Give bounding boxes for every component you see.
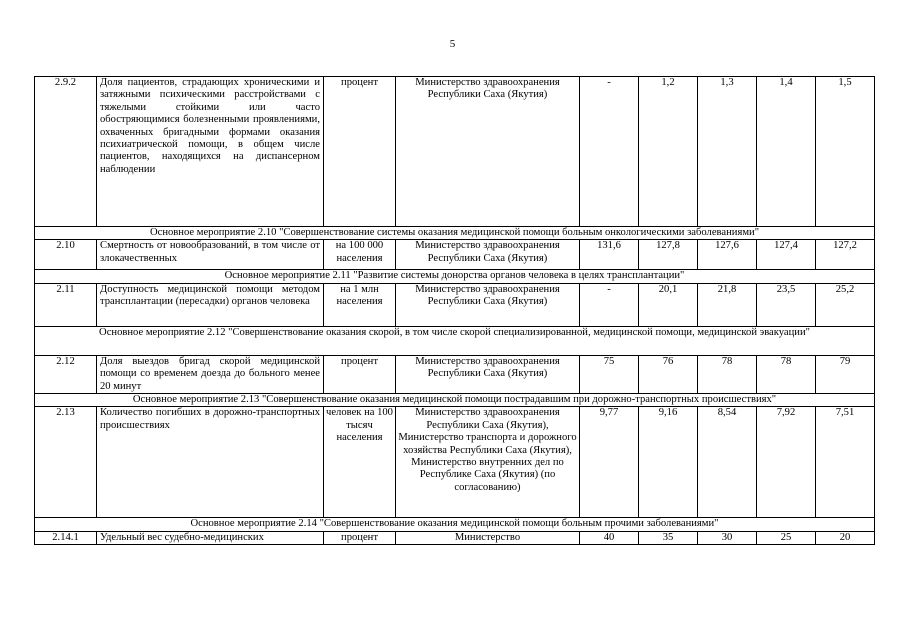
section-title: Основное мероприятие 2.12 "Совершенствование оказания скорой, в том числе скорой специализированной, медицинской помощи, медицинской эвакуации"	[35, 326, 875, 355]
responsible-executor: Министерство здравоохранения Республики Саха (Якутия)	[396, 240, 580, 270]
row-number: 2.13	[35, 407, 97, 518]
responsible-executor: Министерство здравоохранения Республики Саха (Якутия), Министерство транспорта и дорожного хозяйства Республики Саха (Якутия), Министерство внутренних дел по Республике Саха (Якутия) (по согласованию)	[396, 407, 580, 518]
value-cell: 35	[639, 531, 698, 544]
unit-of-measure: на 1 млн населения	[324, 283, 396, 326]
unit-of-measure: процент	[324, 77, 396, 227]
indicators-table	[34, 76, 875, 545]
table-row	[35, 283, 875, 326]
value-cell: 9,16	[639, 407, 698, 518]
table-row	[35, 531, 875, 544]
value-cell: 20,1	[639, 283, 698, 326]
value-cell: 79	[816, 355, 875, 393]
section-title: Основное мероприятие 2.13 "Совершенствование оказания медицинской помощи пострадавшим при дорожно-транспортных происшествиях"	[35, 394, 875, 407]
value-cell: 76	[639, 355, 698, 393]
unit-of-measure: процент	[324, 531, 396, 544]
value-cell: 1,3	[698, 77, 757, 227]
section-title: Основное мероприятие 2.10 "Совершенствование системы оказания медицинской помощи больным онкологическими заболеваниями"	[35, 227, 875, 240]
value-cell: 23,5	[757, 283, 816, 326]
value-cell: 1,4	[757, 77, 816, 227]
page-number: 5	[449, 38, 456, 50]
section-title: Основное мероприятие 2.14 "Совершенствование оказания медицинской помощи больным прочими заболеваниями"	[35, 518, 875, 531]
value-cell: -	[580, 283, 639, 326]
responsible-executor: Министерство здравоохранения Республики Саха (Якутия)	[396, 355, 580, 393]
indicator-name: Доля выездов бригад скорой медицинской помощи со временем доезда до больного менее 20 минут	[97, 355, 324, 393]
section-row	[35, 270, 875, 283]
value-cell: 8,54	[698, 407, 757, 518]
value-cell: 78	[757, 355, 816, 393]
indicator-name: Доля пациентов, страдающих хроническими и затяжными психическими расстройствами с тяжелыми стойкими или часто обостряющимися болезненными проявлениями, охваченных бригадными формами оказания психиатрической помощи, в общем числе пациентов, находящихся на диспансерном наблюдении	[97, 77, 324, 227]
value-cell: 7,51	[816, 407, 875, 518]
section-row	[35, 394, 875, 407]
value-cell: 1,2	[639, 77, 698, 227]
value-cell: 40	[580, 531, 639, 544]
row-number: 2.14.1	[35, 531, 97, 544]
value-cell: 127,6	[698, 240, 757, 270]
unit-of-measure: человек на 100 тысяч населения	[324, 407, 396, 518]
row-number: 2.10	[35, 240, 97, 270]
responsible-executor: Министерство здравоохранения Республики Саха (Якутия)	[396, 283, 580, 326]
section-row	[35, 518, 875, 531]
value-cell: 75	[580, 355, 639, 393]
indicator-name: Количество погибших в дорожно-транспортных происшествиях	[97, 407, 324, 518]
value-cell: 127,4	[757, 240, 816, 270]
responsible-executor: Министерство	[396, 531, 580, 544]
value-cell: 25,2	[816, 283, 875, 326]
table-body	[35, 77, 875, 545]
value-cell: 30	[698, 531, 757, 544]
value-cell: 127,2	[816, 240, 875, 270]
row-number: 2.11	[35, 283, 97, 326]
value-cell: 21,8	[698, 283, 757, 326]
value-cell: 127,8	[639, 240, 698, 270]
unit-of-measure: на 100 000 населения	[324, 240, 396, 270]
value-cell: 131,6	[580, 240, 639, 270]
value-cell: 78	[698, 355, 757, 393]
value-cell: 9,77	[580, 407, 639, 518]
value-cell: -	[580, 77, 639, 227]
value-cell: 25	[757, 531, 816, 544]
indicator-name: Удельный вес судебно-медицинских	[97, 531, 324, 544]
section-title: Основное мероприятие 2.11 "Развитие системы донорства органов человека в целях трансплантации"	[35, 270, 875, 283]
unit-of-measure: процент	[324, 355, 396, 393]
table-row	[35, 77, 875, 227]
value-cell: 20	[816, 531, 875, 544]
section-row	[35, 227, 875, 240]
section-row	[35, 326, 875, 355]
table-row	[35, 355, 875, 393]
table-row	[35, 407, 875, 518]
value-cell: 1,5	[816, 77, 875, 227]
row-number: 2.9.2	[35, 77, 97, 227]
table-row	[35, 240, 875, 270]
indicator-name: Смертность от новообразований, в том числе от злокачественных	[97, 240, 324, 270]
row-number: 2.12	[35, 355, 97, 393]
indicator-name: Доступность медицинской помощи методом трансплантации (пересадки) органов человека	[97, 283, 324, 326]
value-cell: 7,92	[757, 407, 816, 518]
responsible-executor: Министерство здравоохранения Республики Саха (Якутия)	[396, 77, 580, 227]
